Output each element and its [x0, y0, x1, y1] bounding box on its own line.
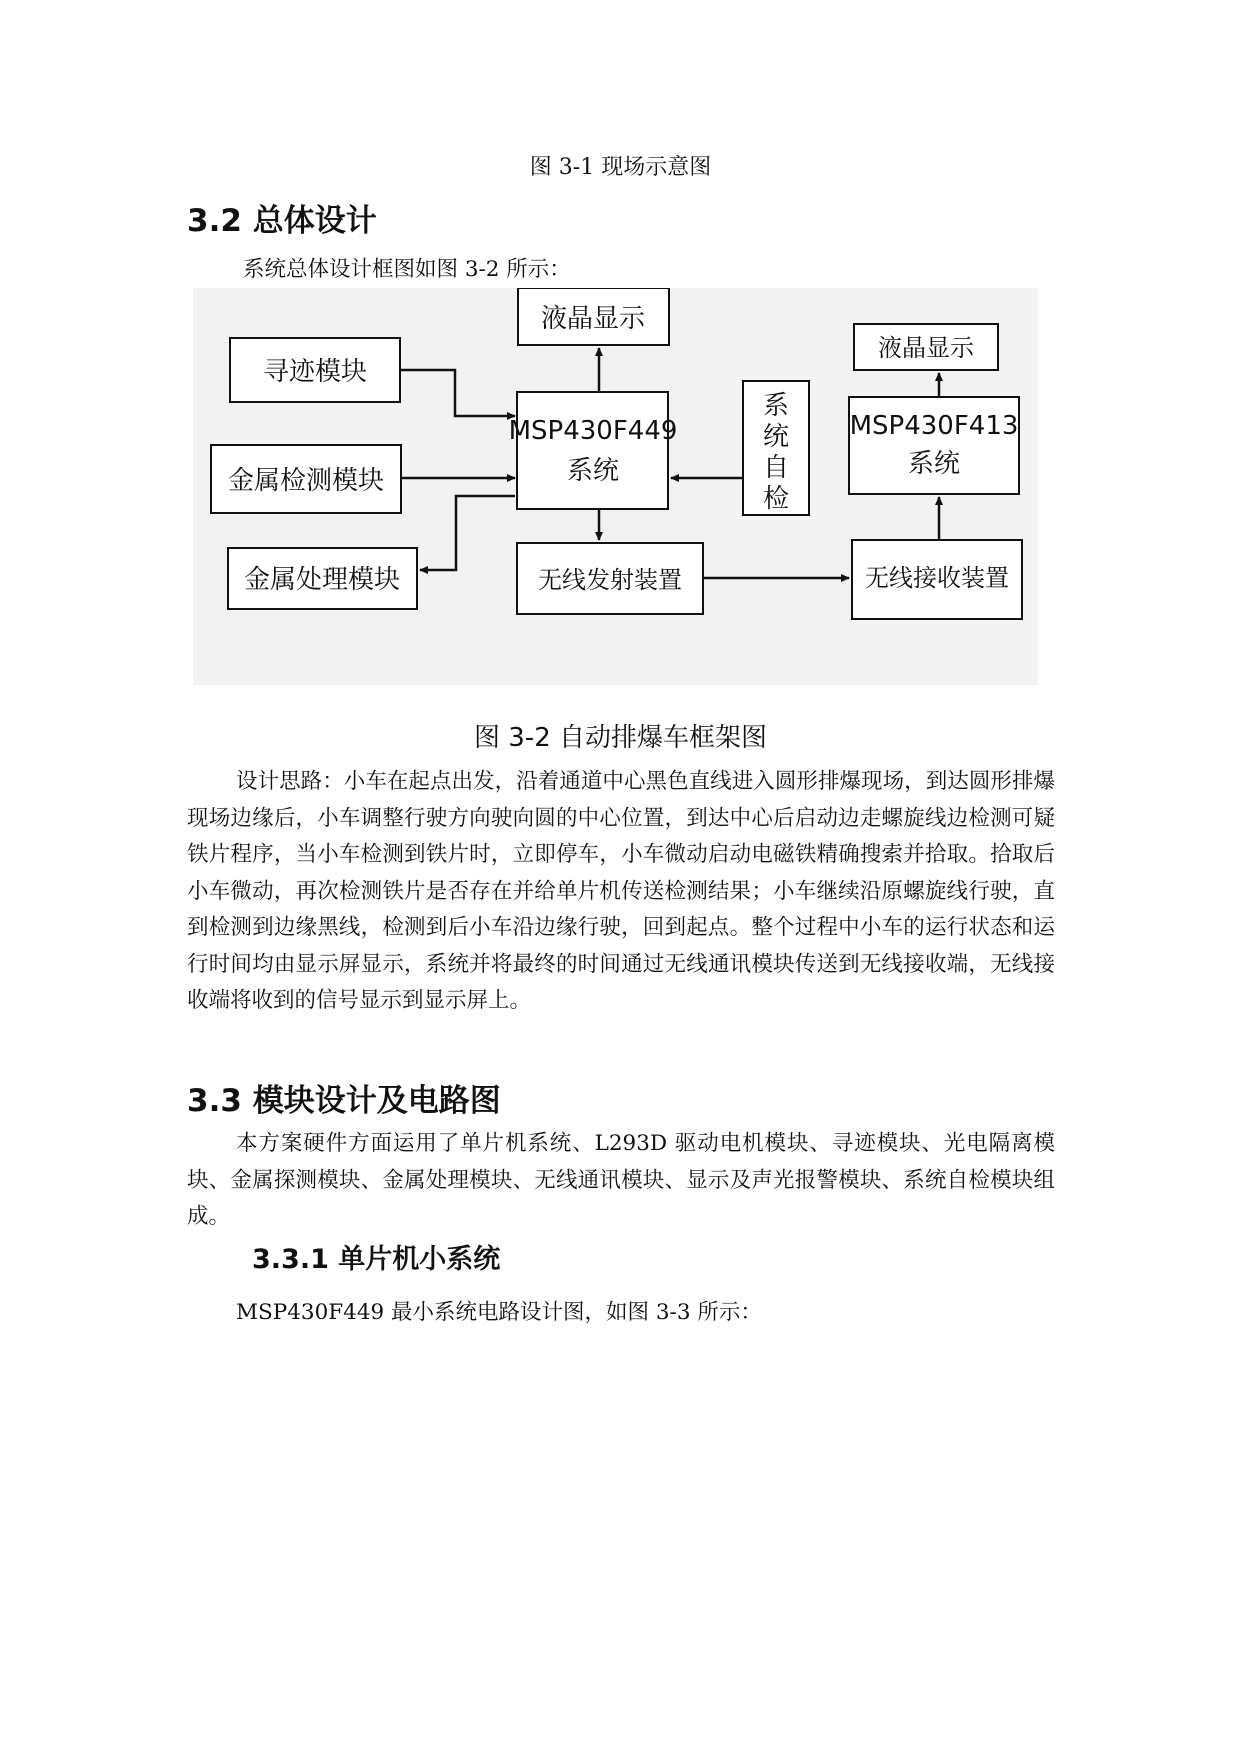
mcu449-box: [517, 392, 668, 509]
figure-3-1-caption: 图 3-1 现场示意图: [529, 155, 712, 180]
self-check-char-2: 统: [762, 422, 790, 452]
section-3-3-heading: 3.3 模块设计及电路图: [187, 1083, 501, 1119]
self-check-char-4: 检: [762, 484, 790, 514]
system-block-diagram: [193, 288, 1038, 685]
arrow-seek-to-mcu: [400, 370, 515, 416]
metal-process-module-label: 金属处理模块: [243, 565, 401, 595]
figure-3-2-caption: 图 3-2 自动排爆车框架图: [474, 723, 767, 753]
self-check-char-1: 系: [762, 391, 790, 421]
design-idea-paragraph: 设计思路：小车在起点出发，沿着通道中心黑色直线进入圆形排爆现场，到达圆形排爆现场边缘后，小车调整行驶方向驶向圆的中心位置，到达中心后启动边走螺旋线边检测可疑铁片程序，当小车检测到铁片时，立即停车，小车微动启动电磁铁精确搜索并拾取。拾取后小车微动，再次检测铁片是否存在并给单片机传送检测结果；小车继续沿原螺旋线行驶，直到检测到边缘黑线，检测到后小车沿边缘行驶，回到起点。整个过程中小车的运行状态和运行时间均由显示屏显示，系统并将最终的时间通过无线通讯模块传送到无线接收端，无线接收端将收到的信号显示到显示屏上。: [187, 769, 1055, 1013]
lcd-right-label: 液晶显示: [878, 334, 974, 362]
mcu413-label-line1: MSP430F413: [849, 411, 1019, 441]
wireless-rx-label: 无线接收装置: [865, 564, 1009, 592]
wireless-tx-label: 无线发射装置: [538, 566, 682, 594]
section-3-2-heading: 3.2 总体设计: [187, 203, 377, 239]
section-3-3-1-intro: MSP430F449 最小系统电路设计图，如图 3-3 所示：: [236, 1300, 762, 1325]
section-3-3-paragraph: 本方案硬件方面运用了单片机系统、L293D 驱动电机模块、寻迹模块、光电隔离模块、金属探测模块、金属处理模块、无线通讯模块、显示及声光报警模块、系统自检模块组成。: [187, 1131, 1055, 1229]
metal-detect-module-label: 金属检测模块: [227, 466, 385, 496]
mcu413-label-line2: 系统: [907, 449, 961, 479]
self-check-char-3: 自: [762, 453, 790, 483]
mcu449-label-line1: MSP430F449: [508, 416, 678, 446]
seek-module-label: 寻迹模块: [262, 357, 368, 387]
lcd-left-label: 液晶显示: [540, 304, 646, 334]
section-3-2-intro: 系统总体设计框图如图 3-2 所示：: [243, 257, 571, 282]
section-3-3-1-heading: 3.3.1 单片机小系统: [252, 1244, 501, 1275]
mcu449-label-line2: 系统: [566, 456, 620, 486]
arrow-mcu-process: [420, 496, 515, 570]
